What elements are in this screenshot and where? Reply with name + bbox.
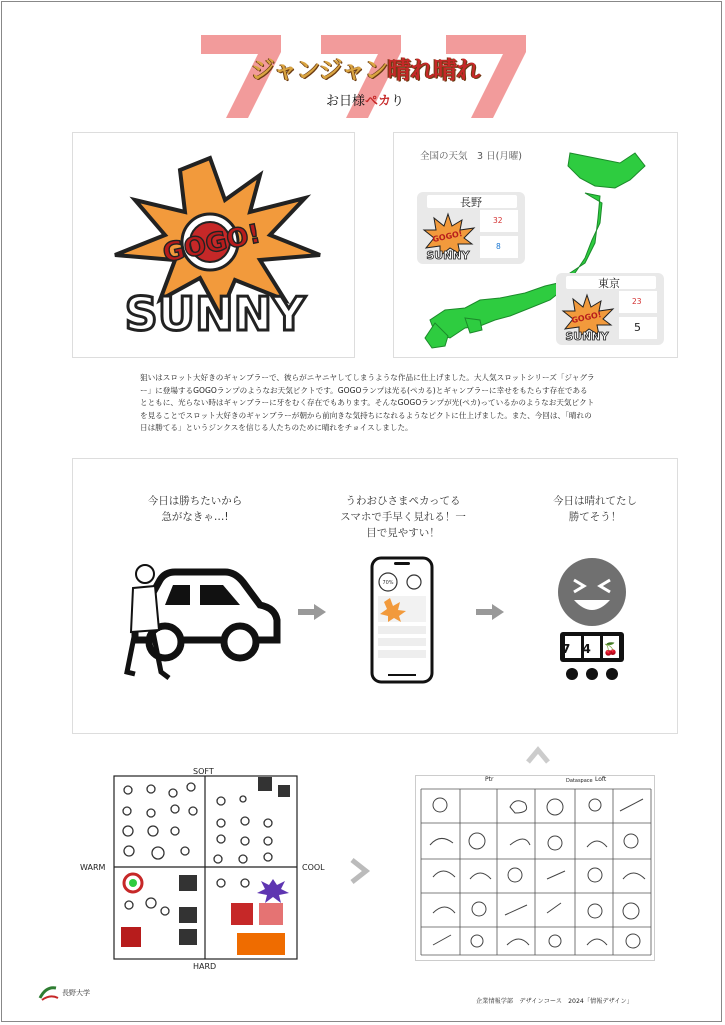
matrix-label-cool: COOL [302,863,325,872]
concept-description: 狙いはスロット大好きのギャンブラーで、彼らがニヤニヤしてしまうような作品に仕上げました。大人気スロットシリーズ「ジャグラー」に登場するGOGOランプのようなお天気ピクトです。GOGOランプは光る(ペカる)とギャンブラーに幸せをもたらす存在であるとともに、光らない時はギャンブラーに牙をむく存在でもあります。そんなGOGOランプが光(ペカ)っているかのようなお天気ピクトを見ることでスロット大好きのギャンブラーが朝から前向きな気持ちになれるようなピクトに仕上げました。また、今回は、「晴れの日は勝てる」というジンクスを信じる人たちのために晴れをチョイスしました。 [140,373,595,433]
city-name-tokyo: 東京 [598,277,620,290]
sketch-note: Ptr [485,776,494,783]
slot-reels-text: 7 4 🍒 [562,642,622,656]
high-temp-tokyo: 23 [632,297,642,306]
page-title: ジャンジャン晴れ晴れ [250,56,480,84]
mini-logo-nagano [420,212,478,262]
mini-gogo-text: GOGO! [431,228,464,245]
sketch-note: Dataspace [566,778,593,784]
chevron-right-icon [346,858,372,884]
gogo-sunny-logo [100,150,330,345]
smartphone-illustration [370,556,434,684]
page-subtitle: お日様ペカり [325,94,405,109]
laughing-face-icon [558,558,626,626]
story-caption-3: 今日は晴れてたし 勝てそう！ [553,495,637,523]
mini-gogo-text: GOGO! [570,309,603,326]
matrix-label-soft: SOFT [193,767,214,776]
forecast-header: 全国の天気 3 日(月曜) [420,151,522,162]
matrix-label-warm: WARM [80,863,106,872]
phone-temp-readout: 70% [382,580,394,586]
low-temp-tokyo: 5 [634,321,641,334]
person-with-car-illustration [115,560,285,690]
high-temp-nagano: 32 [493,216,503,225]
mini-sunny-text: SUNNY [426,249,470,262]
arrow-right-icon [476,604,504,620]
footer-credit: 企業情報学部 デザインコース 2024「情報デザイン」 [476,998,633,1005]
happy-face-slot-illustration [554,556,630,684]
logo-sunny-text: SUNNY [124,287,306,341]
matrix-label-hard: HARD [193,962,217,971]
mini-logo-tokyo [559,293,617,343]
chevron-up-icon [526,744,550,764]
mini-sunny-text: SUNNY [565,330,609,343]
logo-gogo-text: GOGO! [160,219,264,269]
university-logo-icon [38,984,60,1002]
pictogram-sketch-grid [415,775,655,961]
low-temp-nagano: 8 [496,242,501,251]
sketch-note: Loft [595,776,607,783]
city-name-nagano: 長野 [460,196,482,209]
university-name: 長野大学 [62,989,90,997]
story-caption-1: 今日は勝ちたいから 急がなきゃ…! [147,495,243,523]
arrow-right-icon [298,604,326,620]
story-caption-2: うわおひさまペカってる スマホで手早く見れる！一 目で見やすい！ [340,495,466,539]
weather-icon-matrix [113,775,298,960]
